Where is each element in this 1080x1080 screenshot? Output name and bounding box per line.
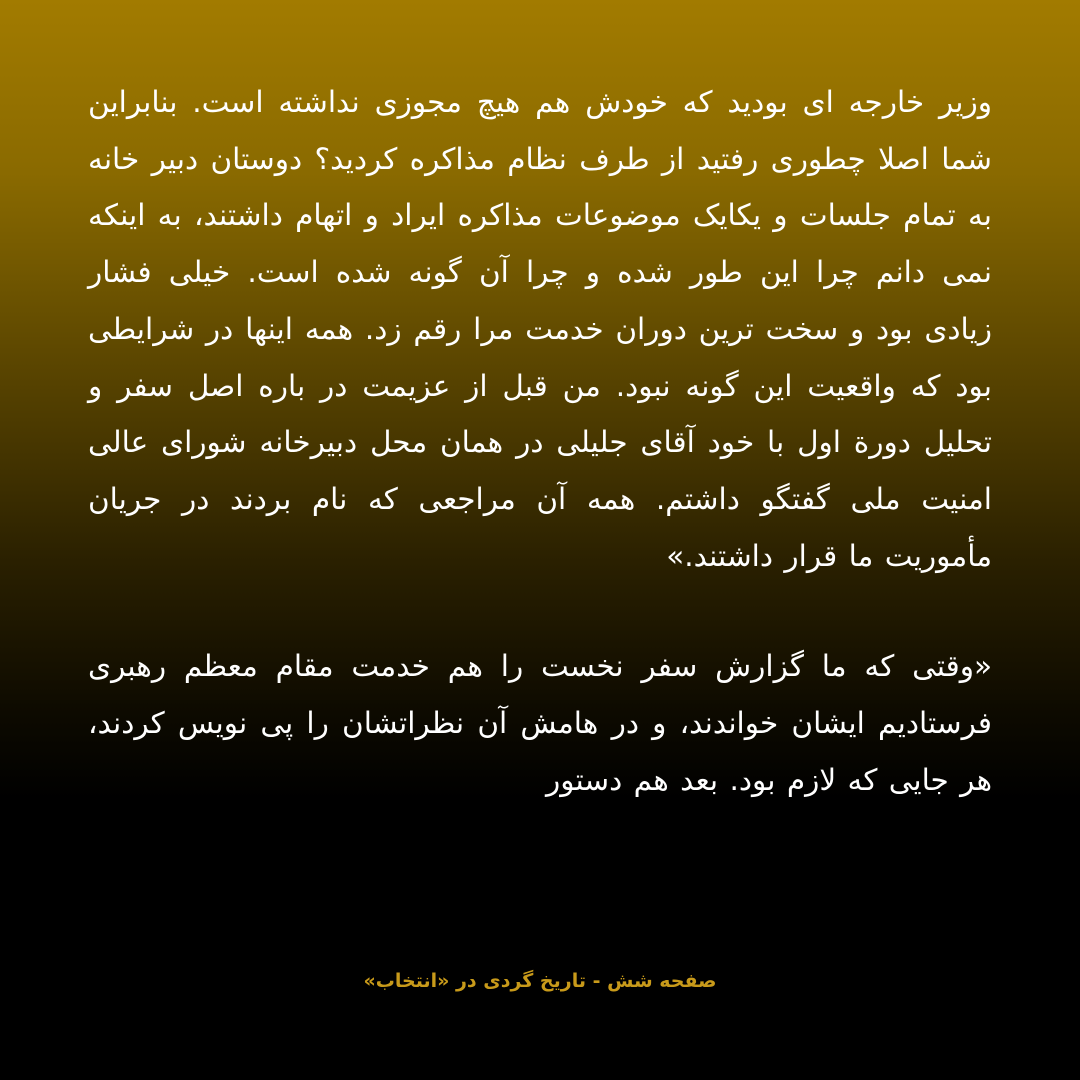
article-paragraph-2: «وقتی که ما گزارش سفر نخست را هم خدمت مقام معظم رهبری فرستادیم ایشان خواندند، و در هامش آن نظراتشان را پی نویس کردند، هر جایی که لازم بود. بعد هم دستور — [88, 649, 992, 797]
article-paragraph-1: وزیر خارجه ای بودید که خودش هم هیچ مجوزی نداشته است. بنابراین شما اصلا چطوری رفتید از طرف نظام مذاکره کردید؟ دوستان دبیر خانه به تمام جلسات و یکایک موضوعات مذاکره ایراد و اتهام داشتند، به اینکه نمی دانم چرا این طور شده و چرا آن گونه شده است. خیلی فشار زیادی بود و سخت ترین دوران خدمت مرا رقم زد. همه اینها در شرایطی بود که واقعیت این گونه نبود. من قبل از عزیمت در باره اصل سفر و تحلیل دورة اول با خود آقای جلیلی در همان محل دبیرخانه شورای عالی امنیت ملی گفتگو داشتم. همه آن مراجعی که نام بردند در جریان مأموریت ما قرار داشتند.» — [88, 85, 992, 573]
article-body — [88, 74, 992, 808]
page-footer-caption: صفحه شش - تاریخ گردی در «انتخاب» — [363, 970, 717, 992]
